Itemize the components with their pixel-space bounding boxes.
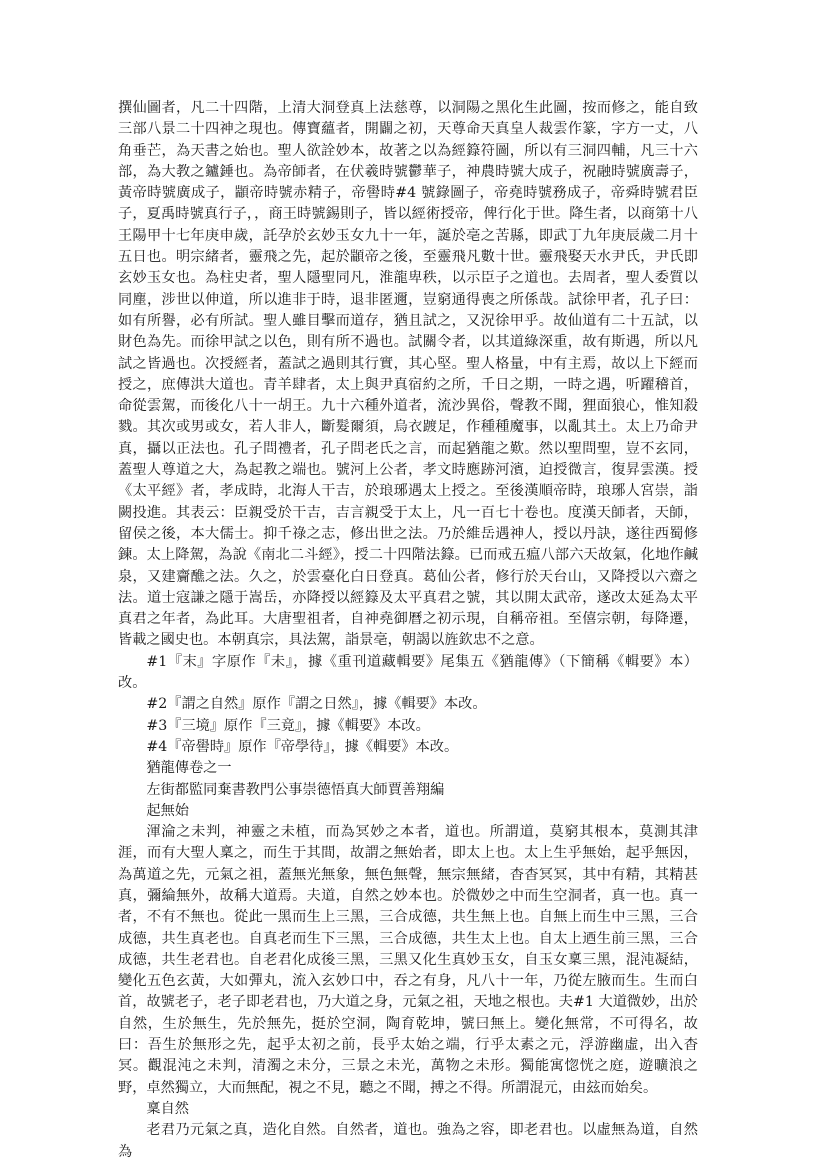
body-paragraph: 撰仙圖者，凡二十四階，上清大洞登真上法慈尊，以洞陽之黑化生此圖，按而修之，能自致三部八景二十四神之現也。傳寶蘊者，開闢之初，天尊命天真皇人裁雲作篆，字方一丈，八角垂芒，為天書之始也。聖人欲詮妙本，故著之以為經籙符圖，所以有三洞四輔，凡三十六部，為大教之鑪錘也。為帝師者，在伏羲時號鬱華子，神農時號大成子，祝融時號廣壽子，黃帝時號廣成子，顓帝時號赤精子，帝嚳時#4 號錄圖子，帝堯時號務成子，帝舜時號君臣子，夏禹時號真行子，，商王時號錫則子，皆以經術授帝，俾行化于世。降生者，以商第十八王陽甲十七年庚申歲，託孕於玄妙玉女九十一年，誕於亳之苦縣，即武丁九年庚辰歲二月十五日也。明宗緒者，靈飛之先，起於顓帝之後，至靈飛凡數十世。靈飛娶天水尹氏，尹氏即玄妙玉女也。為柱史者，聖人隱聖同凡，淮龍卑秩，以示臣子之道也。去周者，聖人委質以同塵，涉世以伸道，所以進非于時，退非匿邇，豈窮通得喪之所係哉。試徐甲者，孔子曰：如有所譽，必有所試。聖人雖目擊而道存，猶且試之，又況徐甲乎。故仙道有二十五試，以財色為先。而徐甲試之以色，則有所不過也。試關令者，以其道綠深重，故有斯遇，所以凡試之皆過也。次授經者，蓋試之過則其行實，其心堅。聖人格量，中有主焉，故以上下經而授之，庶傳洪大道也。青羊肆者，太上與尹真宿約之所，千日之期，一時之遇，听躍稽首，命從雲駕，而後化八十一胡王。九十六種外道者，流沙異俗，聲教不聞，狸面狼心，惟知殺戮。其次或男或女，若人非人，斷髮爾須，烏衣踱足，作種種魔事，以亂其土。太上乃命尹真，攝以正法也。孔子問禮者，孔子問老氏之言，而起猶龍之歎。然以聖問聖，豈不玄同，蓋聖人尊道之大，為起教之端也。號河上公者，孝文時應跡河濱，迫授微言，復昇雲漢。授《太平經》者，孝成時，北海人干吉，於琅琊遇太上授之。至後漢順帝時，琅琊人宮崇，詣闕投進。其表云：臣親受於干吉，吉言親受于太上，凡一百七十卷也。度漢天師者，天師，留侯之後，本大儒士。抑千祿之志，修出世之法。乃於維岳遇神人，授以丹訣，遂往西蜀修鍊。太上降駕，為說《南北二斗經》，授二十四階法籙。已而戒五瘟八部六天故氣，化地作鹹泉，又建齎醮之法。久之，於雲臺化白日登真。葛仙公者，修行於天台山，又降授以六齋之法。道士寇謙之隱于嵩岳，亦降授以經籙及太平真君之號，其以開太武帝，遂改太延為太平真君之年者，為此耳。大唐聖祖者，自神堯御曆之初示現，自稱帝祖。至僖宗朝，每降遷，皆載之國史也。本朝真宗，具法駕，詣景亳，朝謁以旌欽忠不之意。 [118,100,698,649]
footnote-2: #2『謂之自然』原作『謂之日然』，據《輯要》本改。 [146,696,487,713]
author-line: 左街都監同棄書教門公事崇德悟真大師賈善翔編 [146,781,445,798]
section-title-bing-zi-ran: 稟自然 [146,1100,189,1117]
volume-title: 猶龍傳卷之一 [146,760,232,777]
footnote-3: #3『三境』原作『三竟』，據《輯要》本改。 [146,717,430,734]
footnote-4: #4『帝嚳時』原作『帝學待』，據《輯要》本改。 [146,738,459,755]
section-title-qi-wu-shi: 起無始 [146,802,189,819]
section-body-qi-wu-shi: 渾淪之未判，神靈之未植，而為冥妙之本者，道也。所謂道，莫窮其根本，莫測其津涯，而有大聖人稟之，而生于其間，故謂之無始者，即太上也。太上生乎無始，起乎無因，為萬道之先，元氣之祖，蓋無光無象，無色無聲，無宗無緒，杳杳冥冥，其中有精，其精甚真，彌綸無外，故稱大道焉。夫道，自然之妙本也。於微妙之中而生空洞者，真一也。真一者，不有不無也。從此一黑而生上三黑，三合成德，共生無上也。自無上而生中三黑，三合成德，共生真老也。自真老而生下三黑，三合成德，共生太上也。自太上迺生前三黑，三合成德，共生老君也。自老君化成後三黑，三黑又化生真妙玉女，自玉女稟三黑，混沌凝結，變化五色玄黃，大如彈丸，流入玄妙口中，吞之有身，凡八十一年，乃從左腋而生。生而白首，故號老子，老子即老君也，乃大道之身，元氣之祖，天地之根也。夫#1 大道微妙，出於自然，生於無生，先於無先，挺於空洞，陶育乾坤，號曰無上。變化無常，不可得名，故曰：吾生於無形之先，起乎太初之前，長乎太始之端，行乎太素之元，浮游幽虛，出入杳冥。觀混沌之未判，清濁之未分，三景之未光，萬物之未形。獨能寓惚恍之庭，遊曠浪之野，卓然獨立，大而無配，視之不見，聽之不聞，搏之不得。所謂混元，由玆而始矣。 [118,824,698,1096]
document-body [118,98,698,1163]
section-body-bing-zi-ran: 老君乃元氣之真，造化自然。自然者，道也。強為之容，即老君也。以虛無為道，自然為 [118,1122,698,1160]
footnote-1: #1『末』字原作『未』，據《重刊道藏輯要》尾集五《猶龍傳》（下簡稱《輯要》本）改。 [118,653,698,692]
